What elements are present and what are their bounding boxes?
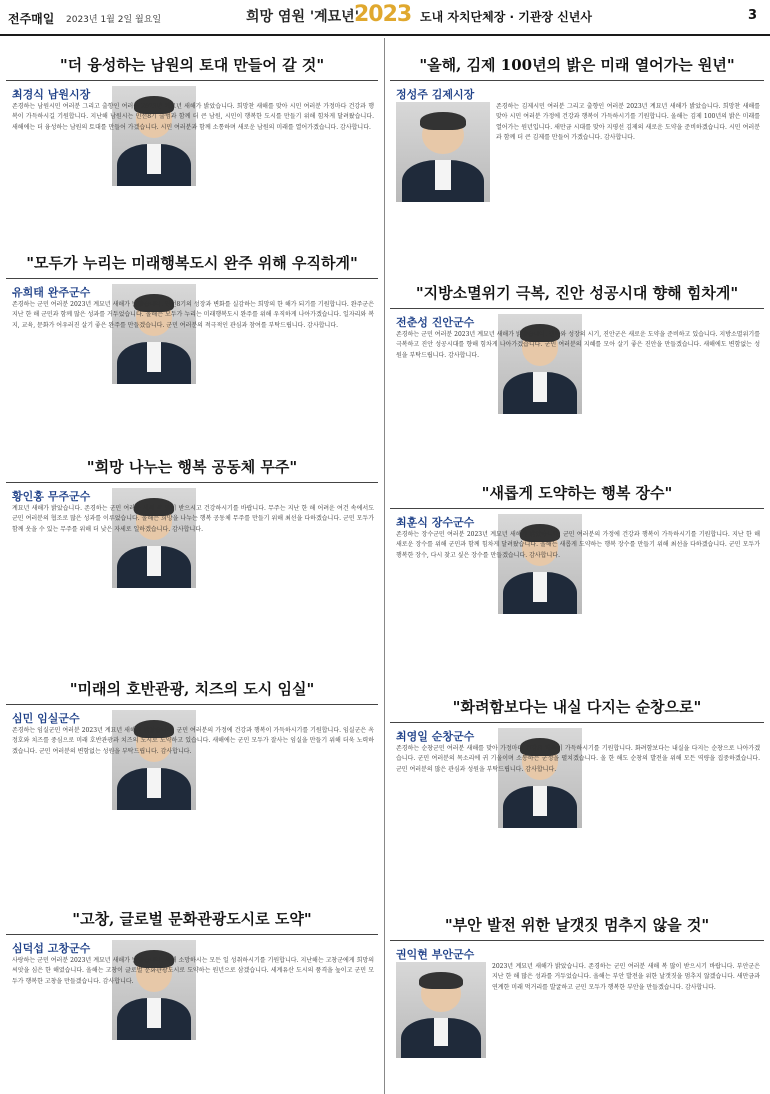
article-body: 존경하는 군민 여러분 2023년 계묘년 새해가 밝았습니다. 변화와 성장의 시기, 진안군은 새로운 도약을 준비하고 있습니다. 지방소멸위기를 극복하고 진안 성공시대를 향해 힘차게 나아가겠습니다. 군민 여러분의 지혜를 모아 살기 좋은 진안을 만들겠습니다. 새해에도 변함없는 성원을 부탁드립니다. 감사합니다.: [396, 331, 760, 359]
headline-rule: [6, 934, 378, 935]
headline-rule: [6, 80, 378, 81]
article-byline: 전춘성 진안군수: [396, 316, 475, 329]
headline-rule: [390, 308, 764, 309]
headline-rule: [390, 508, 764, 509]
article-body: 존경하는 김제시민 여러분 그리고 출향인 여러분 2023년 계묘년 새해가 밝았습니다. 희망찬 새해를 맞아 시민 여러분 가정에 건강과 행복이 가득하시기를 기원합니다. 올해는 김제 100년의 밝은 미래를 열어가는 원년입니다. 새만금 시대를 맞아 지평선 김제의 새로운 도약을 준비하겠습니다. 시민 여러분과 함께 더 큰 김제를 만들어 가겠습니다. 감사합니다.: [396, 102, 760, 272]
article-headline: "새롭게 도약하는 행복 장수": [481, 483, 673, 502]
article-byline: 황인홍 무주군수: [12, 490, 91, 503]
headline-rule: [6, 482, 378, 483]
photo-wrap-spacer: [396, 962, 492, 1062]
article-body: 존경하는 임실군민 여러분 2023년 계묘년 새해가 밝았습니다. 군민 여러분의 가정에 건강과 행복이 가득하시기를 기원합니다. 임실군은 옥정호와 치즈를 중심으로 미래 호반관광과 치즈의 도시로 도약하고 있습니다. 새해에는 군민 모두가 잘사는 임실을 만들기 위해 더욱 노력하겠습니다. 군민 여러분의 변함없는 성원을 부탁드립니다. 감사합니다.: [12, 727, 374, 755]
article-byline: 최경식 남원시장: [12, 88, 91, 101]
headline-rule: [6, 704, 378, 705]
article-body: 존경하는 남원시민 여러분 그리고 출향인 여러분 2023년 계묘년 새해가 밝았습니다. 희망찬 새해를 맞아 시민 여러분 가정마다 건강과 행복이 가득하시길 기원합니다. 지난해 남원시는 민선8기 출범과 함께 더 큰 남원, 시민이 행복한 도시를 만들기 위해 힘차게 달려왔습니다. 새해에는 더 융성하는 남원의 토대를 만들어 가겠습니다. 시민 여러분과 함께 소통하며 새로운 남원의 미래를 열어가겠습니다. 감사합니다.: [12, 103, 374, 131]
article: [390, 478, 764, 688]
article-headline: "화려함보다는 내실 다지는 순창으로": [452, 697, 702, 716]
section-title: 도내 자치단체장 · 기관장 신년사: [420, 10, 592, 24]
page-number: 3: [748, 8, 758, 23]
article-headline: "고창, 글로벌 문화관광도시로 도약": [72, 909, 312, 928]
article-body: 계묘년 새해가 밝았습니다. 존경하는 군민 여러분 새해 복 많이 받으시고 건강하시기를 바랍니다. 무주는 지난 한 해 어려운 여건 속에서도 군민 여러분의 협조로 많은 성과를 이루었습니다. 올해는 희망을 나누는 행복 공동체 무주를 만들기 위해 최선을 다하겠습니다. 군민 모두가 함께 웃을 수 있는 무주를 위해 더 낮은 자세로 일하겠습니다. 감사합니다.: [12, 505, 374, 533]
article: [6, 452, 378, 670]
article-body: 존경하는 장수군민 여러분 2023년 계묘년 새해가 밝았습니다. 군민 여러분의 가정에 건강과 행복이 가득하시기를 기원합니다. 지난 한 해 새로운 장수를 위해 군민과 함께 힘차게 달려왔습니다. 올해는 새롭게 도약하는 행복 장수를 만들기 위해 최선을 다하겠습니다. 군민 모두가 행복한 장수, 다시 찾고 싶은 장수를 만들겠습니다. 감사합니다.: [396, 531, 760, 559]
photo-wrap-spacer: [396, 102, 496, 206]
article: [6, 50, 378, 244]
publication-name: 전주매일: [8, 12, 55, 26]
column-divider: [384, 38, 385, 1094]
article: [390, 278, 764, 474]
article-body: 존경하는 군민 여러분 2023년 계묘년 새해가 밝았습니다. 민선8기의 성장과 변화를 실감하는 희망의 한 해가 되기를 기원합니다. 완주군은 지난 한 해 군민과 함께 많은 성과를 거두었습니다. 올해는 모두가 누리는 미래행복도시 완주를 위해 우직하게 나아가겠습니다. 일자리와 복지, 교육, 문화가 어우러진 살기 좋은 완주를 만들겠습니다. 군민 여러분의 적극적인 관심과 참여를 부탁드립니다. 감사합니다.: [12, 301, 374, 329]
article-byline: 정성주 김제시장: [396, 88, 475, 101]
article-byline: 심민 임실군수: [12, 712, 80, 725]
article-headline: "더 융성하는 남원의 토대 만들어 갈 것": [59, 55, 325, 74]
headline-rule: [390, 940, 764, 941]
article: [390, 910, 764, 1094]
article-byline: 권익현 부안군수: [396, 948, 475, 961]
article-headline: "부안 발전 위한 날갯짓 멈추지 않을 것": [444, 915, 710, 934]
article: [390, 50, 764, 274]
header-slogan: 희망 염원 '계묘년': [246, 9, 359, 25]
article-headline: "미래의 호반관광, 치즈의 도시 임실": [69, 679, 315, 698]
headline-rule: [390, 80, 764, 81]
article-headline: "올해, 김제 100년의 밝은 미래 열어가는 원년": [419, 55, 735, 74]
article-headline: "지방소멸위기 극복, 진안 성공시대 향해 힘차게": [415, 283, 739, 302]
article-byline: 최영일 순창군수: [396, 730, 475, 743]
article: [6, 904, 378, 1094]
article: [6, 248, 378, 448]
header-year: 2023: [354, 2, 412, 27]
article-byline: 최훈식 장수군수: [396, 516, 475, 529]
article-byline: 유희태 완주군수: [12, 286, 91, 299]
issue-date: 2023년 1월 2일 월요일: [66, 15, 162, 25]
article-body: 2023년 계묘년 새해가 밝았습니다. 존경하는 군민 여러분 새해 복 많이 받으시기 바랍니다. 부안군은 지난 한 해 많은 성과를 거두었습니다. 올해는 부안 발전을 위한 날갯짓을 멈추지 않겠습니다. 새만금과 연계한 미래 먹거리를 발굴하고 군민 모두가 행복한 부안을 만들겠습니다. 감사합니다.: [396, 962, 760, 1092]
page-header: [0, 0, 770, 36]
article-headline: "희망 나누는 행복 공동체 무주": [86, 457, 298, 476]
article-headline: "모두가 누리는 미래행복도시 완주 위해 우직하게": [26, 253, 358, 272]
article: [390, 692, 764, 906]
article-body: 존경하는 순창군민 여러분 새해를 맞아 가정마다 건강과 행복이 가득하시기를 기원합니다. 화려함보다는 내실을 다지는 순창으로 나아가겠습니다. 군민 여러분의 목소리에 귀 기울이며 소통하는 군정을 펼치겠습니다. 올 한 해도 순창의 발전을 위해 모든 역량을 집중하겠습니다. 군민 여러분의 많은 관심과 성원을 부탁드립니다. 감사합니다.: [396, 745, 760, 773]
article-body: 사랑하는 군민 여러분 2023년 계묘년 새해가 밝았습니다. 새해 소망하시는 모든 일 성취하시기를 기원합니다. 지난해는 고창군에게 희망의 씨앗을 심은 한 해였습니다. 올해는 고창이 글로벌 문화관광도시로 도약하는 원년으로 삼겠습니다. 세계유산 도시의 품격을 높이고 군민 모두가 행복한 고창을 만들겠습니다. 감사합니다.: [12, 957, 374, 985]
article-byline: 심덕섭 고창군수: [12, 942, 91, 955]
headline-rule: [6, 278, 378, 279]
article: [6, 674, 378, 900]
headline-rule: [390, 722, 764, 723]
